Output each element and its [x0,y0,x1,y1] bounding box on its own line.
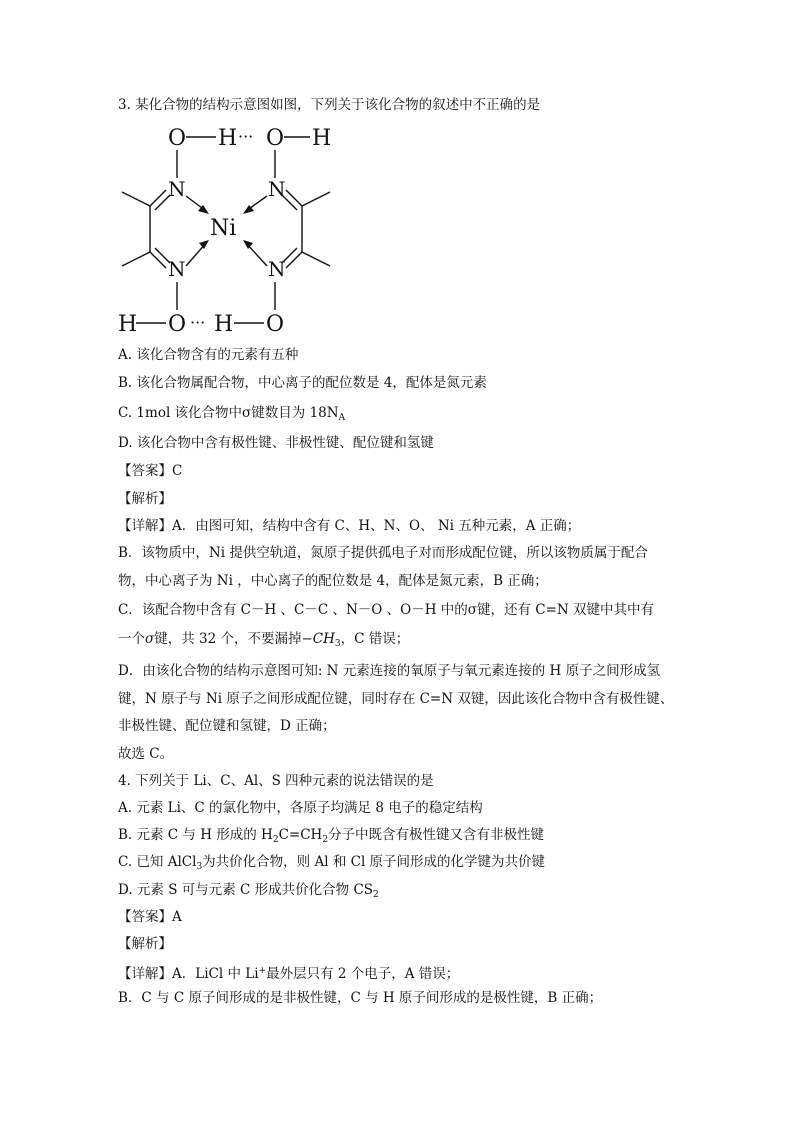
q4-option-c-a: C. 已知 AlCl [118,854,197,870]
q4-option-d-a: D. 元素 S 可与元素 C 形成共价化合物 CS [118,882,374,898]
q3-option-d: D. 该化合物中含有极性键、非极性键、配位键和氢键 [118,435,434,451]
q4-analysis-tag: 【解析】 [118,936,172,952]
q3-detail-line-4: C．该配合物中含有 C－H 、C－C 、N－O 、O－H 中的σ键，还有 C=N 双键中其中有 [118,602,655,618]
atom-n-upper-left: N [168,177,186,201]
q3-detail-line-7: 键，N 原子与 Ni 原子之间形成配位键，同时存在 C=N 双键，因此该化合物中含有极性键、 [118,691,674,707]
q4-stem: 4. 下列关于 Li、C、Al、S 四种元素的说法错误的是 [118,773,434,789]
q4-option-c [118,853,545,876]
bond-methyl-upper-left [122,192,150,206]
q3-detail-line-8: 非极性键、配位键和氢键，D 正确； [118,718,336,734]
atom-o-bottom-left: O [168,312,187,337]
arrowhead-lower-right [243,240,253,249]
q3-detail-l5-a: 一个 [118,631,145,647]
atom-h-top-right: H [312,126,332,151]
q4-option-d [118,881,379,904]
bond-methyl-lower-left [122,252,150,266]
q4-detail-line-1 [118,962,459,983]
q4-detail-l1-a: 【详解】A．LiCl 中 Li [118,966,259,982]
q4-detail-l1-b: 最外层只有 2 个电子，A 错误； [266,966,460,982]
bond-n-c-upper-right [286,190,302,206]
q4-option-c-s: 3 [196,862,203,872]
bond-c-n-lower-right-double [282,248,297,263]
atom-ni: Ni [210,216,237,241]
q3-option-a: A. 该化合物含有的元素有五种 [118,347,299,363]
q3-detail-l5-c: ，C 错误； [340,631,410,647]
bond-n-c-upper-left [150,190,166,206]
atom-h-top-left: H [218,126,238,151]
hbond-dots-bottom: ··· [190,313,206,332]
q3-detail-line-1: 【详解】A．由图可知，结构中含有 C、H、N、O、 Ni 五种元素，A 正确； [118,518,581,534]
atom-o-bottom-right: O [266,312,285,337]
arrowhead-lower-left [199,240,209,249]
q4-detail-line-2: B．C 与 C 原子间形成的是非极性键，C 与 H 原子间形成的是极性键，B 正确； [118,990,603,1006]
q3-detail-line-9: 故选 C。 [118,746,174,762]
q4-answer: 【答案】A [118,909,182,925]
bond-n-c-upper-left-double [155,195,170,210]
q4-option-b-c: 分子中既含有极性键又含有非极性键 [328,827,545,843]
atom-o-top-right: O [266,126,285,151]
q3-option-c-sub: A [338,413,346,423]
atom-h-bottom-right: H [214,312,234,337]
bond-methyl-upper-right [302,192,330,206]
q3-option-c-text: C. 1mol 该化合物中σ键数目为 18N [118,405,339,421]
q3-answer: 【答案】C [118,463,183,479]
atom-o-top-left: O [168,126,187,151]
q3-option-b: B. 该化合物属配合物，中心离子的配位数是 4，配体是氮元素 [118,375,487,391]
q3-detail-line-5 [118,630,409,653]
bond-methyl-lower-right [302,252,330,266]
q3-detail-line-2: B．该物质中，Ni 提供空轨道，氮原子提供孤电子对而形成配位键，所以该物质属于配合 [118,545,648,561]
q3-detail-line-6: D．由该化合物的结构示意图可知: N 元素连接的氧原子与氧元素连接的 H 原子之间形成氢 [118,663,661,679]
atom-h-bottom-left: H [118,312,138,337]
q3-option-c [118,404,345,427]
q4-option-b-s1: 2 [272,835,279,845]
q4-option-b-s2: 2 [322,835,329,845]
q4-option-a: A. 元素 Li、C 的氯化物中，各原子均满足 8 电子的稳定结构 [118,800,483,816]
complex-structure-diagram [110,118,350,338]
q4-option-c-b: 为共价化合物，则 Al 和 Cl 原子间形成的化学键为共价键 [202,854,546,870]
q4-option-b-a: B. 元素 C 与 H 形成的 H [118,827,273,843]
hbond-dots-top: ··· [238,127,254,146]
atom-n-lower-right: N [268,257,286,281]
q4-option-b-b: C=CH [278,827,323,843]
bond-c-n-lower-left-double [155,248,170,263]
bond-n-c-upper-right-double [282,195,297,210]
q3-analysis-tag: 【解析】 [118,491,172,507]
q3-stem: 3. 某化合物的结构示意图如图，下列关于该化合物的叙述中不正确的是 [118,97,541,113]
q3-detail-l5-ch: −CH [301,631,335,647]
q3-detail-l5-sub: 3 [334,639,341,649]
atom-n-upper-right: N [268,177,286,201]
q3-detail-l5-sigma: σ [145,631,155,647]
q3-detail-line-3: 物，中心离子为 Ni ，中心离子的配位数是 4，配体是氮元素，B 正确； [118,573,548,589]
bond-c-n-lower-left [150,252,166,268]
atom-n-lower-left: N [168,257,186,281]
bond-c-n-lower-right [286,252,302,268]
q4-detail-l1-sup: + [258,966,267,976]
q4-option-d-s: 2 [373,890,379,900]
q3-detail-l5-b: 键，共 32 个，不要漏掉 [154,631,302,647]
q4-option-b [118,826,544,849]
